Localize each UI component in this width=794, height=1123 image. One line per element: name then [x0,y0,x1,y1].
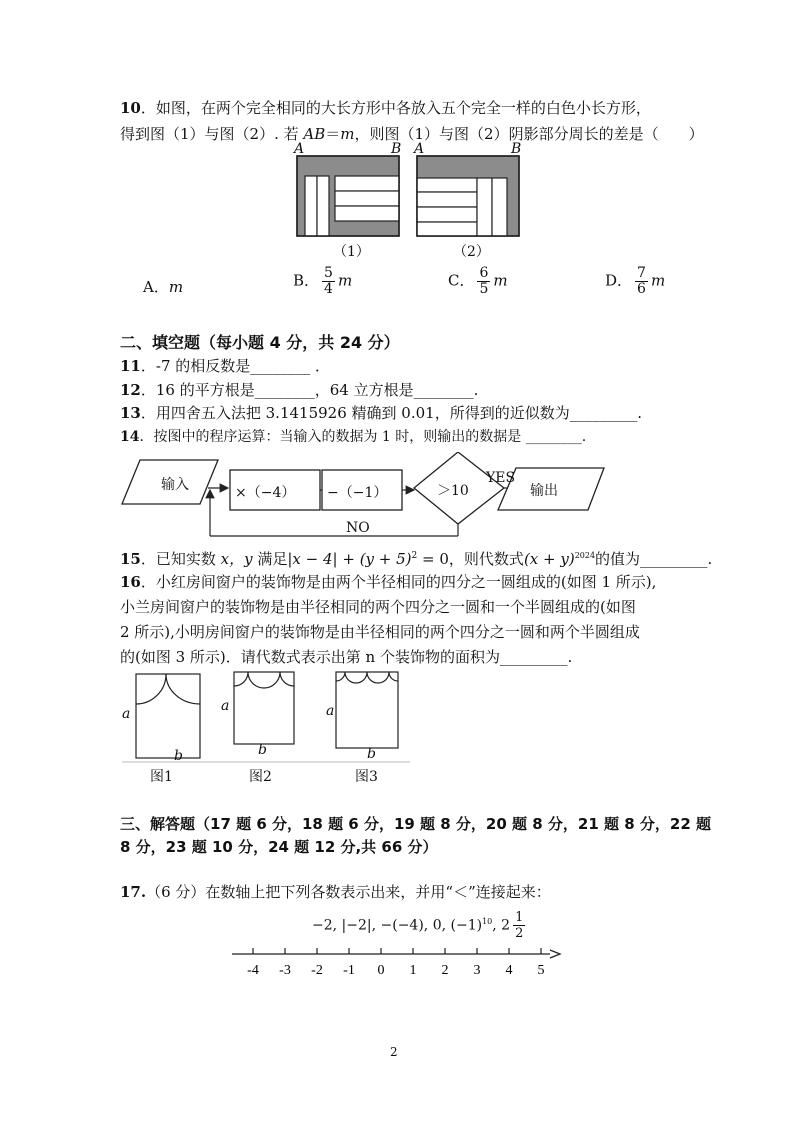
q17-tail: , 2 [492,917,511,934]
number-line [228,940,564,980]
q15-vars: x，y [220,550,253,568]
fig1-caption: （1） [333,244,370,260]
number-line-tick-label: -3 [279,963,291,978]
q15-text-c: ，则代数式 [448,550,524,568]
q10-text1: ．如图，在两个完全相同的大长方形中各放入五个完全一样的白色小长方形， [140,99,651,117]
flow-op2-label: −（−1） [327,485,388,501]
q15-expr1: |x − 4| + (y + 5) [287,550,412,568]
number-line-arrow [550,950,560,958]
fig1-b-label: b [174,748,183,764]
q14-text: ．按图中的程序运算：当输入的数据为 1 时，则输出的数据是 ________. [139,429,587,445]
q12 [120,380,478,400]
number-line-tick-label: -4 [247,963,259,978]
fig2-label-a: A [414,141,425,157]
q17-power: 10 [482,916,493,926]
q15-power: 2024 [574,551,596,560]
q14 [120,427,586,447]
number-line-tick-label: 5 [537,963,545,978]
fig1-label-b: B [391,141,402,157]
option-c-letter: C． [448,271,475,290]
q13-number: 13 [120,404,141,422]
number-line-tick-label: 2 [441,963,449,978]
fig1-label-a: A [294,141,305,157]
fig2-b-label: b [258,742,267,758]
option-b-letter: B． [293,271,320,290]
figure-1 [297,156,399,236]
fig1-a-label: a [122,706,131,722]
q11-text: ．-7 的相反数是________ ． [140,357,331,375]
number-line-tick-label: 3 [473,963,481,978]
page-number: 2 [390,1045,398,1059]
q15-number: 15 [120,550,141,568]
q17-number: 17. [120,883,147,901]
option-c-fraction [477,266,490,297]
section-3-title-line1: 三、解答题（17 题 6 分，18 题 6 分，19 题 8 分，20 题 8 分，21 题 8 分，22 题 [120,815,711,833]
option-d [605,266,665,297]
q10-line1 [120,98,651,118]
caption-fig2: 图2 [249,769,272,785]
q10-eq: ＝ [325,125,341,143]
q11 [120,356,330,376]
q11-number: 11 [120,357,141,375]
flow-output-label: 输出 [530,483,558,499]
section-2-title: 二、填空题（每小题 4 分，共 24 分） [120,333,400,352]
q12-text: ．16 的平方根是________，64 立方根是________. [140,381,479,399]
option-b-text: m [337,271,353,290]
q15-expr2: (x + y) [523,550,575,568]
q17-text: （6 分）在数轴上把下列各数表示出来，并用“＜”连接起来： [146,883,551,901]
flowchart [118,452,678,544]
q15-text-d: 的值为_________. [595,550,713,568]
q10-ab: AB [303,125,326,143]
fig3-b-label: b [367,746,376,762]
q14-number: 14 [120,429,140,445]
q10-figure [285,140,535,260]
flow-op1-label: ×（−4） [235,485,296,501]
q10-m: m [340,125,355,143]
q16-text1: ．小红房间窗户的装饰物是由两个半径相同的四分之一圆组成的(如图 1 所示), [140,573,657,591]
q17-list: −2, |−2|, −(−4), 0, (−1) [312,917,483,934]
section-3-title-line2: 8 分，23 题 10 分，24 题 12 分,共 66 分） [120,838,438,856]
flow-input-label: 输入 [161,477,189,493]
q17-fraction [513,910,525,941]
q13-text: ．用四舍五入法把 3.1415926 精确到 0.01，所得到的近似数为_________. [140,404,642,422]
q16-line1 [120,572,656,592]
number-line-tick-label: 0 [377,963,385,978]
option-b-fraction [322,266,335,297]
q15-square: 2 [411,551,418,561]
window-figure-1 [136,674,200,758]
q16-line4: 的(如图 3 所示)．请代数式表示出第 n 个装饰物的面积为_________. [120,648,573,666]
fig2-a-label: a [221,698,230,714]
q16-number: 16 [120,573,141,591]
q16-line2: 小兰房间窗户的装饰物是由半径相同的两个四分之一圆和一个半圆组成的(如图 [120,598,636,616]
option-d-text: m [650,271,666,290]
option-c-text: m [493,271,508,290]
q15 [120,546,712,569]
q17-number-list [312,910,528,941]
q17-frac-num: 1 [515,910,524,925]
q15-text-b: 满足 [252,550,288,568]
flow-yes-label: YES [486,470,516,486]
flow-condition-label: ＞10 [437,483,469,499]
option-d-den: 6 [637,281,646,297]
q15-eq: = 0 [417,550,449,568]
window-figure-3 [336,672,398,748]
caption-fig1: 图1 [150,769,173,785]
q17-frac-den: 2 [515,926,524,941]
option-a-text: m [168,278,184,296]
fig2-caption: （2） [453,244,490,260]
number-line-tick-label: 1 [409,963,417,978]
q16-line3: 2 所示),小明房间窗户的装饰物是由半径相同的两个四分之一圆和两个半圆组成 [120,623,640,641]
figure-2 [417,156,519,236]
flow-no-label: NO [346,520,370,536]
q15-text-a: ．已知实数 [140,550,221,568]
window-figure-2 [234,672,294,744]
fig3-a-label: a [326,703,335,719]
q10-number: 10 [120,99,141,117]
option-c-den: 5 [479,281,489,297]
option-c-num: 6 [479,265,489,281]
option-c [448,266,508,297]
option-b-den: 4 [324,281,333,297]
number-line-tick-label: -2 [311,963,323,978]
option-d-fraction [635,266,648,297]
fig2-label-b: B [511,141,522,157]
number-line-tick-label: 4 [505,963,513,978]
caption-fig3: 图3 [355,769,378,785]
q17 [120,882,551,902]
option-b-num: 5 [324,265,333,281]
option-d-num: 7 [637,265,646,281]
option-b [293,266,352,297]
q13 [120,403,642,423]
q10-text2c: ，则图（1）与图（2）阴影部分周长的差是（ ） [354,125,704,143]
q10-text2a: 得到图（1）与图（2）. 若 [120,125,304,143]
option-d-letter: D． [605,271,633,290]
number-line-tick-label: -1 [343,963,355,978]
q12-number: 12 [120,381,141,399]
option-a-letter: A． [143,278,169,296]
option-a [143,276,183,297]
